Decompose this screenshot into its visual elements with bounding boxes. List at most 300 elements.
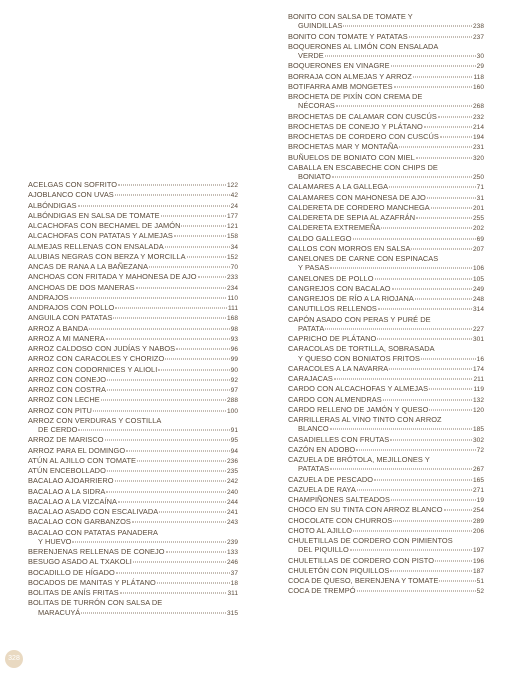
index-entry-title: ARROZ A BANDA (28, 323, 89, 333)
index-entry-title-continuation: Y PASAS (298, 263, 330, 273)
index-entry-title: BOCADOS DE MANITAS Y PLÁTANO (28, 577, 156, 587)
index-entry-title: CAZUELA DE BRÓTOLA, MEJILLONES Y (288, 455, 430, 464)
index-entry-page: 267 (473, 466, 484, 474)
dot-leader (381, 228, 472, 229)
index-entry (28, 416, 238, 436)
index-entry (288, 274, 484, 284)
dot-leader (107, 390, 230, 391)
dot-leader (325, 328, 472, 329)
index-entry-title: CAPRICHO DE PLÁTANO (288, 334, 377, 343)
index-entry (28, 528, 238, 548)
index-entry-page: 242 (227, 478, 238, 486)
dot-leader (118, 185, 226, 186)
index-entry-title: COCA DE QUESO, BERENJENA Y TOMATE (288, 576, 439, 585)
index-entry-title: ANCHOAS DE DOS MANERAS (28, 282, 135, 292)
index-entry (288, 364, 484, 374)
index-entry-title: BESUGO ASADO AL TXAKOLI (28, 557, 132, 567)
dot-leader (336, 106, 472, 107)
index-entry (28, 334, 238, 344)
index-entry (288, 445, 484, 455)
dot-leader (394, 86, 472, 87)
dot-leader (416, 157, 472, 158)
dot-leader (113, 318, 226, 319)
dot-leader (332, 177, 472, 178)
index-entry-title: CAZUELA DE PESCADO (288, 474, 374, 484)
index-entry-title: BROCHETAS MAR Y MONTAÑA (288, 142, 399, 152)
index-entry-title: CARAJACAS (288, 374, 333, 383)
index-entry-title-continuation: DEL PIQUILLO (298, 545, 349, 555)
dot-leader (325, 56, 476, 57)
dot-leader (126, 450, 230, 451)
index-entry-page: 235 (227, 468, 238, 475)
index-entry-title: CARRILLERAS AL VINO TINTO CON ARROZ (288, 415, 442, 424)
index-entry-title: CARACOLAS DE TORTILLA, SOBRASADA (288, 344, 435, 354)
index-entry (288, 82, 484, 92)
index-entry-title: CHOCOLATE CON CHURROS (288, 515, 393, 525)
index-entry-title: CANUTILLOS RELLENOS (288, 304, 377, 314)
index-entry-title: ANDRAJOS (28, 292, 69, 302)
index-entry-page: 105 (473, 275, 484, 283)
index-entry-title: CABALLA EN ESCABECHE CON CHIPS DE (288, 162, 438, 172)
index-entry-page: 92 (230, 376, 238, 384)
index-entry-page: 51 (476, 578, 484, 585)
index-entry (288, 132, 484, 142)
index-entry-title: BOCADILLO DE HÍGADO (28, 567, 115, 577)
page-number-badge: 328 (5, 650, 23, 668)
dot-leader (330, 268, 472, 269)
index-entry-title: BOQUERONES AL LIMÓN CON ENSALADA (288, 41, 439, 51)
index-entry (288, 505, 484, 515)
index-entry-title-continuation: GUINDILLAS (298, 21, 343, 31)
index-entry-title: CAZUELA DE RAYA (288, 484, 356, 494)
index-entry-title-continuation: NÉCORAS (298, 101, 335, 111)
index-entry (288, 193, 484, 203)
index-entry-title: CANELONES DE POLLO (288, 273, 374, 283)
dot-leader (106, 491, 226, 492)
index-entry-page: 185 (473, 426, 484, 434)
index-entry-page: 194 (473, 134, 484, 141)
index-entry-page: 301 (473, 336, 484, 343)
dot-leader (101, 400, 226, 401)
dot-leader (390, 570, 472, 571)
index-entry-title: ARROZ CON COSTRA (28, 385, 106, 394)
index-entry (288, 284, 484, 294)
index-entry-title: CASADIELLES CON FRUTAS (288, 434, 390, 444)
index-entry-page: 31 (476, 194, 484, 202)
index-entry-page: 24 (230, 202, 238, 210)
index-entry-title-continuation: DE CERDO (38, 425, 78, 434)
index-entry (28, 578, 238, 588)
index-entry (288, 576, 484, 586)
index-entry-title: BROCHETAS DE CALAMAR CON CUSCÚS (288, 111, 437, 121)
index-entry-page: 69 (476, 235, 484, 243)
index-entry-title: BACALAO ASADO CON ESCALIVADA (28, 507, 159, 516)
dot-leader (149, 267, 230, 268)
dot-leader (107, 379, 230, 380)
index-entry-title: BROCHETAS DE CORDERO CON CUSCÚS (288, 132, 439, 141)
index-entry-page: 288 (227, 397, 238, 405)
index-entry-title: ARROZ A MI MANERA (28, 333, 105, 343)
index-entry-title: ANCHOAS CON FRITADA Y MAHONESA DE AJO (28, 272, 197, 282)
index-entry (28, 272, 238, 282)
index-entry-page: 201 (473, 204, 484, 212)
index-entry-title: ANCAS DE RANA A LA BAÑEZANA (28, 262, 149, 271)
dot-leader (174, 236, 226, 237)
dot-leader (411, 248, 472, 249)
index-entry-page: 98 (230, 325, 238, 333)
index-entry-page: 99 (230, 356, 238, 364)
index-entry-page: 111 (227, 305, 238, 312)
index-entry-page: 96 (230, 346, 238, 353)
index-entry-title: CHULETÓN CON PIQUILLOS (288, 565, 390, 575)
index-entry (28, 303, 238, 313)
index-entry-title-continuation: BONIATO (298, 172, 331, 181)
index-entry (28, 547, 238, 557)
dot-leader (107, 471, 226, 472)
index-entry-title-continuation: MARACUYÁ (38, 607, 81, 617)
dot-leader (429, 409, 472, 410)
index-entry (28, 283, 238, 293)
index-entry (288, 566, 484, 576)
index-entry (28, 385, 238, 395)
index-entry (28, 406, 238, 416)
index-entry (288, 72, 484, 82)
index-entry (28, 293, 238, 303)
index-entry (288, 42, 484, 62)
index-entry-title: BONITO CON TOMATE Y PATATAS (288, 31, 408, 41)
dot-leader (390, 439, 472, 440)
dot-leader (357, 591, 476, 592)
index-entry-page: 254 (473, 507, 484, 515)
index-entry (288, 415, 484, 435)
dot-leader (399, 147, 472, 148)
index-entry-page: 249 (473, 285, 484, 293)
index-entry-title: AJOBLANCO CON UVAS (28, 190, 114, 200)
index-entry (288, 12, 484, 32)
index-entry-page: 202 (473, 225, 484, 233)
index-entry-page: 91 (230, 427, 238, 434)
index-entry-page: 243 (227, 519, 238, 527)
index-entry-title: BACALAO CON PATATAS PANADERA (28, 527, 158, 537)
dot-leader (89, 328, 229, 329)
dot-leader (427, 197, 476, 198)
index-entry-page: 177 (227, 212, 238, 220)
index-entry-page: 238 (473, 23, 484, 31)
dot-leader (440, 137, 472, 138)
dot-leader (435, 560, 472, 561)
index-entry-page: 315 (227, 609, 238, 617)
index-entry (288, 234, 484, 244)
index-entry-page: 160 (473, 83, 484, 91)
dot-leader (158, 369, 229, 370)
dot-leader (429, 389, 472, 390)
dot-leader (198, 277, 226, 278)
dot-leader (330, 469, 472, 470)
index-entry (288, 182, 484, 192)
index-entry-title: ARROZ CON CONEJO (28, 374, 106, 384)
index-entry-title: COCA DE TREMPÓ (288, 586, 356, 596)
index-entry-title-continuation: Y HUEVO (38, 536, 72, 546)
index-entry-title: BACALAO A LA VIZCAÍNA (28, 496, 117, 506)
index-entry-page: 211 (473, 376, 484, 383)
dot-leader (374, 479, 472, 480)
index-entry-page: 271 (473, 486, 484, 494)
dot-leader (439, 581, 475, 582)
index-entry (28, 262, 238, 272)
index-entry-page: 268 (473, 103, 484, 111)
index-entry-page: 94 (230, 447, 238, 455)
index-entry-page: 314 (473, 306, 484, 314)
index-entry-page: 214 (473, 123, 484, 131)
index-entry-title: CARACOLES A LA NAVARRA (288, 363, 389, 373)
index-entry (288, 384, 484, 394)
index-entry-page: 19 (476, 497, 484, 504)
index-entry (288, 32, 484, 42)
index-entry-title: BONITO CON SALSA DE TOMATE Y (288, 12, 413, 21)
index-entry-title-continuation: PATATAS (298, 464, 330, 474)
dot-leader (72, 541, 226, 542)
index-entry-title: CARDO CON ALCACHOFAS Y ALMEJAS (288, 384, 429, 394)
index-entry-title: ARROZ CON CARACOLES Y CHORIZO (28, 354, 165, 364)
index-entry (288, 374, 484, 384)
dot-leader (165, 246, 230, 247)
index-entry-page: 233 (227, 274, 238, 282)
index-entry (28, 365, 238, 375)
dot-leader (106, 338, 230, 339)
index-entry (288, 395, 484, 405)
index-entry-page: 320 (473, 154, 484, 162)
index-entry-page: 71 (476, 184, 484, 192)
index-entry-title: CAZÓN EN ADOBO (288, 444, 356, 454)
index-entry-page: 97 (230, 387, 238, 394)
index-entry (28, 354, 238, 364)
index-entry-page: 110 (227, 294, 238, 302)
dot-leader (415, 299, 472, 300)
index-entry-title: ALBÓNDIGAS (28, 200, 77, 210)
index-entry-page: 207 (473, 245, 484, 253)
dot-leader (356, 449, 475, 450)
dot-leader (424, 126, 472, 127)
index-entry-title: CAPÓN ASADO CON PERAS Y PURÉ DE (288, 314, 431, 324)
dot-leader (330, 429, 472, 430)
dot-leader (357, 489, 472, 490)
index-entry-title: CHULETILLAS DE CORDERO CON PIMIENTOS (288, 536, 453, 545)
index-entry-title: BROCHETAS DE CONEJO Y PLÁTANO (288, 121, 423, 131)
index-entry-title: BOLITAS DE TURRÓN CON SALSA DE (28, 598, 163, 608)
index-entry-title: CALDO GALLEGO (288, 233, 352, 243)
index-column-right (288, 12, 484, 597)
index-entry-title: CALAMARES CON MAHONESA DE AJO (288, 192, 426, 202)
index-entry-page: 239 (227, 538, 238, 546)
index-entry-page: 206 (473, 527, 484, 535)
dot-leader (132, 522, 226, 523)
index-entry-page: 18 (230, 579, 238, 587)
index-entry-title-continuation: VERDE (298, 51, 324, 60)
dot-leader (159, 512, 226, 513)
index-entry (28, 588, 238, 598)
index-entry-title: CHULETILLAS DE CORDERO CON PISTO (288, 555, 435, 565)
index-entry-page: 133 (227, 549, 238, 556)
index-entry (28, 375, 238, 385)
index-entry-title: BUÑUELOS DE BONIATO CON MIEL (288, 152, 415, 162)
index-entry-page: 106 (473, 265, 484, 273)
index-entry (28, 221, 238, 231)
index-entry-page: 234 (227, 284, 238, 292)
index-entry (288, 163, 484, 183)
index-entry-title: ACELGAS CON SOFRITO (28, 180, 118, 189)
index-entry (288, 142, 484, 152)
index-entry (288, 405, 484, 415)
index-entry (28, 435, 238, 445)
dot-leader (391, 66, 476, 67)
index-entry (28, 487, 238, 497)
dot-leader (115, 481, 226, 482)
index-entry-title: BACALAO AJOARRIERO (28, 476, 114, 486)
index-entry-page: 72 (476, 446, 484, 454)
dot-leader (115, 308, 227, 309)
dot-leader (389, 368, 472, 369)
index-entry (288, 294, 484, 304)
dot-leader (176, 349, 230, 350)
index-entry (28, 313, 238, 323)
index-entry-title: ARROZ PARA EL DOMINGO (28, 445, 126, 455)
index-entry-title: CANGREJOS DE RÍO A LA RIOJANA (288, 294, 414, 303)
dot-leader (416, 218, 472, 219)
index-entry-title-continuation: Y QUESO CON BONIATOS FRITOS (298, 353, 420, 363)
index-entry-page: 158 (227, 233, 238, 241)
dot-leader (353, 238, 476, 239)
index-entry-title: ARROZ DE MARISCO (28, 435, 104, 445)
dot-leader (120, 593, 227, 594)
dot-leader (116, 572, 230, 573)
dot-leader (187, 256, 226, 257)
index-entry (28, 507, 238, 517)
index-entry-page: 165 (473, 476, 484, 484)
dot-leader (93, 410, 226, 411)
index-entry-title: CALAMARES A LA GALLEGA (288, 182, 389, 192)
index-entry (288, 254, 484, 274)
index-entry-page: 227 (473, 325, 484, 333)
index-entry (28, 180, 238, 190)
index-entry-page: 30 (476, 53, 484, 60)
dot-leader (392, 288, 473, 289)
index-entry-page: 100 (227, 407, 238, 415)
dot-leader (78, 430, 229, 431)
dot-leader (133, 562, 226, 563)
dot-leader (377, 339, 472, 340)
index-entry-title: BOTIFARRA AMB MONGETES (288, 81, 393, 91)
index-entry-title: ARROZ CON PITU (28, 405, 92, 415)
index-entry-title: ALUBIAS NEGRAS CON BERZA Y MORCILLA (28, 251, 186, 261)
dot-leader (393, 520, 472, 521)
index-entry (288, 223, 484, 233)
index-entry-page: 121 (227, 223, 238, 230)
index-entry-title: ANDRAJOS CON POLLO (28, 303, 115, 312)
index-entry (28, 242, 238, 252)
dot-leader (350, 550, 472, 551)
index-entry-page: 174 (473, 365, 484, 373)
index-entry-title: ARROZ CON VERDURAS Y COSTILLA (28, 415, 162, 425)
index-entry-title: BACALAO A LA SIDRA (28, 486, 106, 496)
index-entry-page: 250 (473, 174, 484, 181)
index-entry (28, 231, 238, 241)
index-entry-page: 118 (473, 73, 484, 81)
index-entry (28, 568, 238, 578)
index-entry-page: 244 (227, 498, 238, 506)
index-entry-title: ALCACHOFAS CON BECHAMEL DE JAMÓN (28, 221, 181, 230)
index-entry-title: CHOCO EN SU TINTA CON ARROZ BLANCO (288, 505, 443, 515)
index-entry-page: 152 (227, 253, 238, 261)
dot-leader (161, 215, 226, 216)
index-entry (28, 252, 238, 262)
dot-leader (137, 460, 226, 461)
index-entry-title: BOLITAS DE ANÍS FRITAS (28, 588, 119, 597)
index-entry-title: CHOTO AL AJILLO (288, 525, 353, 535)
index-entry (288, 455, 484, 475)
index-entry (28, 517, 238, 527)
index-entry-page: 241 (227, 509, 238, 516)
index-entry-page: 197 (473, 547, 484, 555)
dot-leader (165, 359, 229, 360)
dot-leader (334, 379, 473, 380)
index-entry (28, 557, 238, 567)
index-entry-page: 95 (230, 437, 238, 445)
index-entry (288, 334, 484, 344)
index-entry-title: ATÚN ENCEBOLLADO (28, 466, 106, 475)
index-entry (288, 315, 484, 335)
index-entry (28, 201, 238, 211)
index-entry-title: CALDERETA DE SEPIA AL AZAFRÁN (288, 213, 416, 222)
index-entry-page: 93 (230, 335, 238, 343)
dot-leader (118, 501, 226, 502)
index-entry-title: CALLOS CON MORROS EN SALSA (288, 243, 411, 253)
index-entry-title-continuation: BLANCO (298, 424, 329, 434)
index-entry (288, 526, 484, 536)
index-entry (288, 485, 484, 495)
dot-leader (157, 582, 230, 583)
index-entry-title: ARROZ CON LECHE (28, 395, 100, 405)
index-entry (288, 92, 484, 112)
index-entry-page: 231 (473, 144, 484, 152)
index-entry (28, 211, 238, 221)
index-entry-title: CANELONES DE CARNE CON ESPINACAS (288, 254, 439, 263)
dot-leader (421, 358, 476, 359)
index-entry-page: 70 (230, 264, 238, 271)
index-entry-title: ALCACHOFAS CON PATATAS Y ALMEJAS (28, 231, 173, 241)
index-entry-page: 236 (227, 457, 238, 465)
index-entry (288, 203, 484, 213)
index-entry (288, 495, 484, 505)
index-entry (288, 153, 484, 163)
dot-leader (343, 26, 472, 27)
index-entry (28, 324, 238, 334)
index-entry-title: CALDERETA EXTREMEÑA (288, 223, 381, 233)
index-entry-page: 246 (227, 559, 238, 567)
index-entry (288, 586, 484, 596)
dot-leader (375, 278, 472, 279)
index-entry-page: 237 (473, 33, 484, 41)
index-entry (288, 122, 484, 132)
index-entry (28, 190, 238, 200)
index-entry-page: 302 (473, 436, 484, 444)
index-entry-title: CARDO CON ALMENDRAS (288, 394, 382, 404)
index-entry-page: 255 (473, 215, 484, 222)
dot-leader (81, 612, 226, 613)
index-entry-page: 120 (473, 406, 484, 414)
index-entry-title: ARROZ CON CODORNICES Y ALIOLI (28, 364, 158, 374)
index-entry (28, 344, 238, 354)
index-entry-title: CALDERETA DE CORDERO MANCHEGA (288, 202, 430, 212)
